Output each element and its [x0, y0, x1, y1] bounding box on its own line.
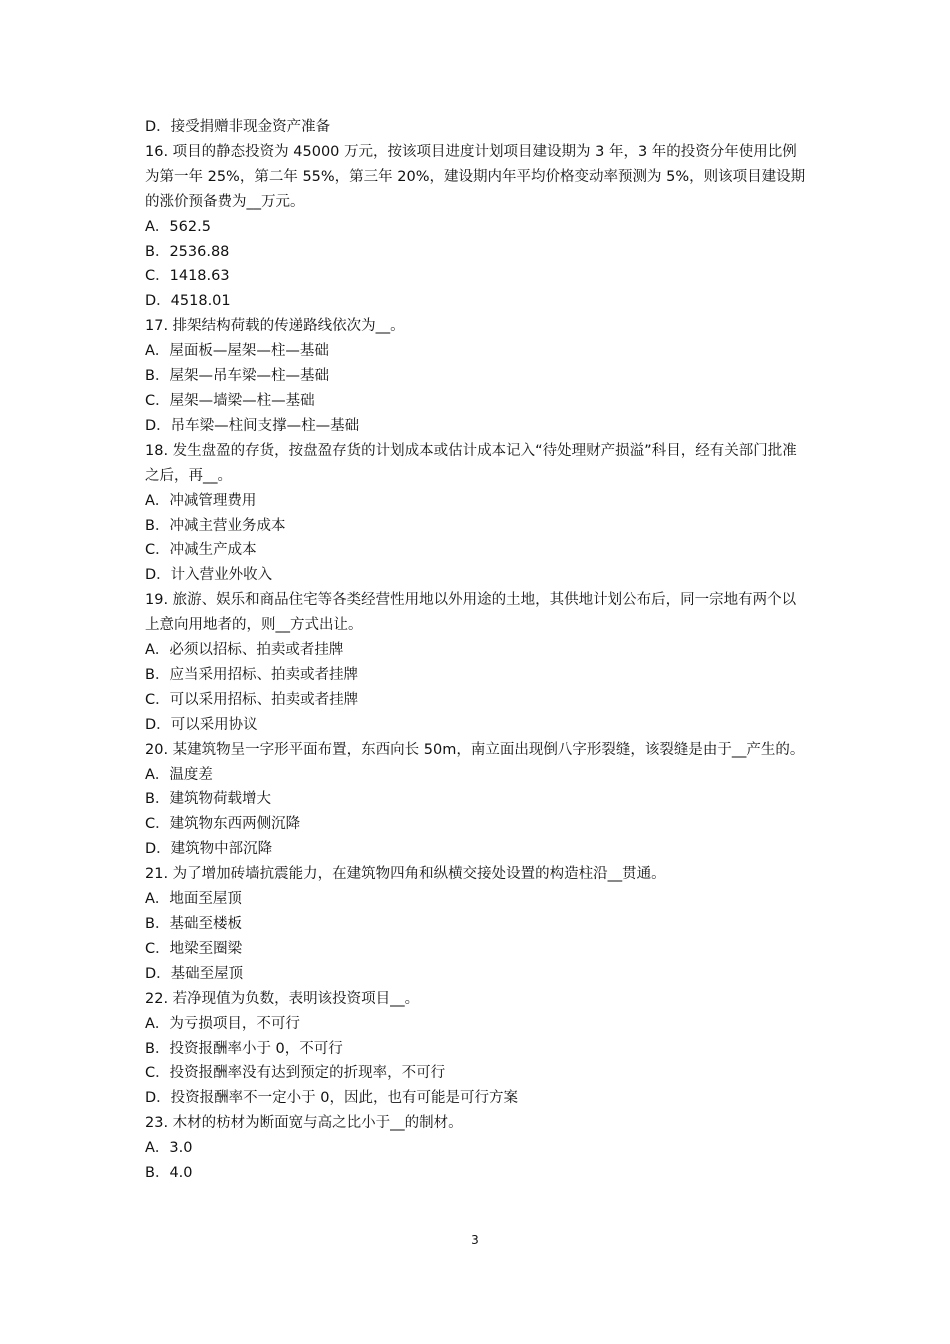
- answer-option: D．4518.01: [145, 293, 231, 310]
- answer-option: B．2536.88: [145, 243, 230, 260]
- answer-option: D．基础至屋顶: [145, 965, 244, 982]
- answer-option: B．建筑物荷载增大: [145, 791, 271, 808]
- answer-option: A．必须以招标、拍卖或者挂牌: [145, 642, 344, 659]
- answer-option: C．1418.63: [145, 268, 230, 285]
- answer-option: C．可以采用招标、拍卖或者挂牌: [145, 691, 359, 708]
- answer-option: B．4.0: [145, 1165, 193, 1182]
- document-body: [145, 115, 810, 1186]
- answer-option: A．冲减管理费用: [145, 492, 257, 509]
- answer-option: A．温度差: [145, 766, 213, 783]
- answer-option: D．投资报酬率不一定小于 0，因此，也有可能是可行方案: [145, 1090, 518, 1107]
- question-text: 20. 某建筑物呈一字形平面布置，东西向长 50m，南立面出现倒八字形裂缝，该裂缝是由于__产生的。: [145, 741, 805, 758]
- answer-option: D．可以采用协议: [145, 716, 258, 733]
- question-text: 23. 木材的枋材为断面宽与高之比小于__的制材。: [145, 1115, 463, 1132]
- answer-option: B．投资报酬率小于 0，不可行: [145, 1040, 343, 1057]
- answer-option: C．地梁至圈梁: [145, 940, 243, 957]
- answer-option: D．建筑物中部沉降: [145, 841, 273, 858]
- answer-option: C．屋架—墙梁—柱—基础: [145, 392, 315, 409]
- question-text: 22. 若净现值为负数，表明该投资项目__。: [145, 990, 420, 1007]
- answer-option: A．562.5: [145, 218, 211, 235]
- answer-option: B．基础至楼板: [145, 916, 242, 932]
- answer-option: C．投资报酬率没有达到预定的折现率，不可行: [145, 1065, 446, 1082]
- answer-option: A．为亏损项目，不可行: [145, 1015, 300, 1032]
- question-text: 18. 发生盘盈的存货，按盘盈存货的计划成本或估计成本记入“待处理财产损溢”科目，经有关部门批准之后，再__。: [145, 442, 797, 484]
- answer-option: D．接受捐赠非现金资产准备: [145, 119, 331, 135]
- answer-option: B．屋架—吊车梁—柱—基础: [145, 368, 329, 385]
- answer-option: C．冲减生产成本: [145, 542, 257, 559]
- answer-option: A．屋面板—屋架—柱—基础: [145, 343, 329, 360]
- answer-option: B．冲减主营业务成本: [145, 517, 286, 534]
- question-text: 16. 项目的静态投资为 45000 万元，按该项目进度计划项目建设期为 3 年，3 年的投资分年使用比例为第一年 25%，第二年 55%，第三年 20%，建设期内年平均价格变动率预测为 5%，则该项目建设期的涨价预备费为__万元。: [145, 143, 806, 210]
- question-text: 17. 排架结构荷载的传递路线依次为__。: [145, 318, 405, 335]
- page-number: 3: [471, 1233, 479, 1247]
- answer-option: B．应当采用招标、拍卖或者挂牌: [145, 666, 358, 683]
- answer-option: D．计入营业外收入: [145, 567, 273, 584]
- question-text: 21. 为了增加砖墙抗震能力，在建筑物四角和纵横交接处设置的构造柱沿__贯通。: [145, 866, 666, 883]
- question-text: 19. 旅游、娱乐和商品住宅等各类经营性用地以外用途的土地，其供地计划公布后，同一宗地有两个以上意向用地者的，则__方式出让。: [145, 592, 797, 634]
- answer-option: D．吊车梁—柱间支撑—柱—基础: [145, 417, 360, 434]
- answer-option: C．建筑物东西两侧沉降: [145, 816, 301, 833]
- answer-option: A．3.0: [145, 1140, 193, 1157]
- answer-option: A．地面至屋顶: [145, 891, 242, 908]
